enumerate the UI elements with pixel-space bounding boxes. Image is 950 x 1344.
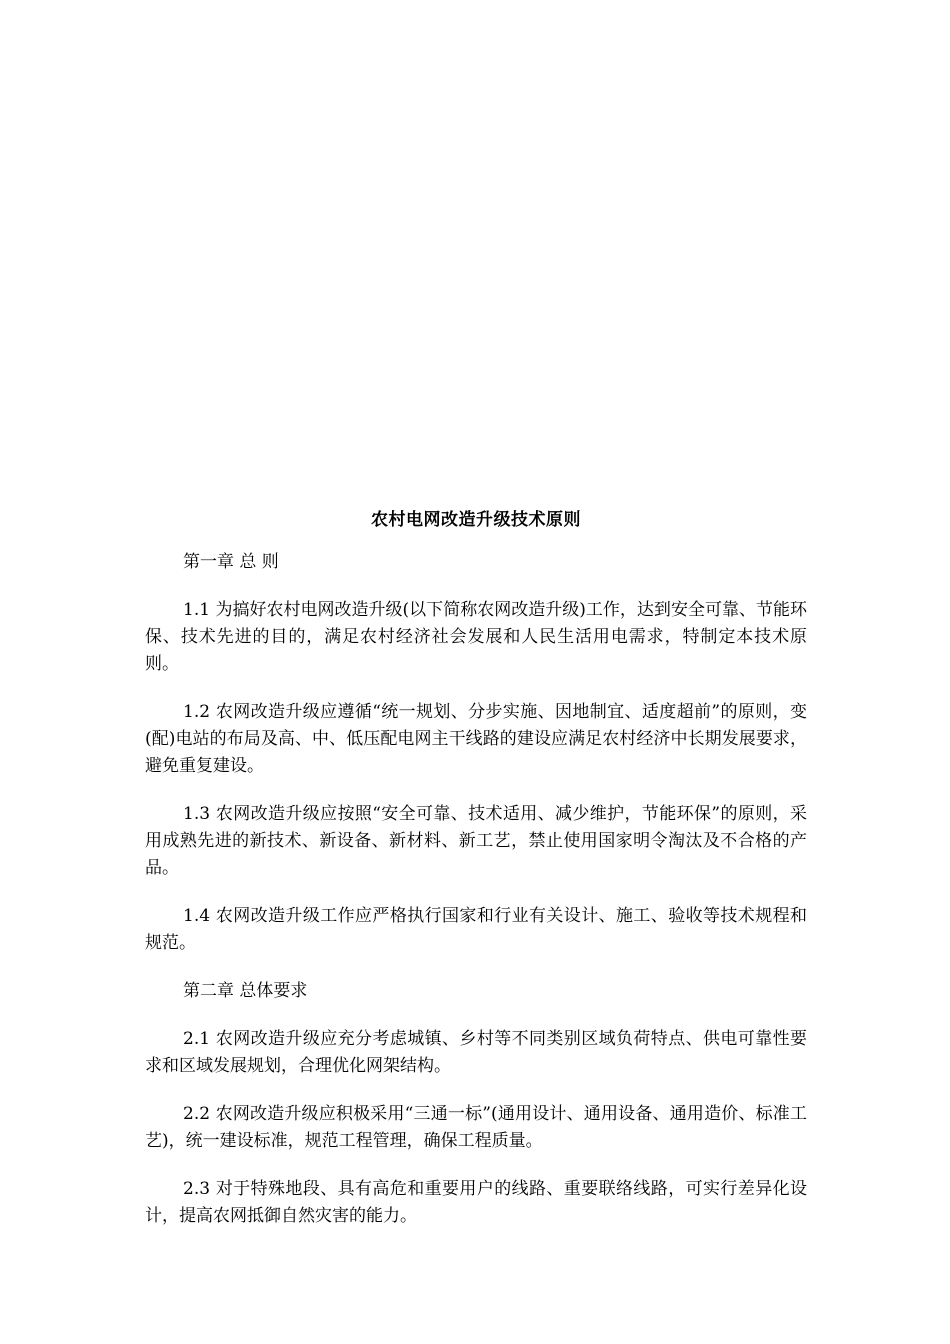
paragraph-1-4: 1.4 农网改造升级工作应严格执行国家和行业有关设计、施工、验收等技术规程和规范。 (145, 906, 807, 953)
paragraph-2-3: 2.3 对于特殊地段、具有高危和重要用户的线路、重要联络线路，可实行差异化设计，提高农网抵御自然灾害的能力。 (145, 1179, 807, 1226)
paragraph-1-1: 1.1 为搞好农村电网改造升级(以下简称农网改造升级)工作，达到安全可靠、节能环保、技术先进的目的，满足农村经济社会发展和人民生活用电需求，特制定本技术原则。 (145, 600, 807, 674)
paragraph-2-2: 2.2 农网改造升级应积极采用“三通一标”(通用设计、通用设备、通用造价、标准工艺)，统一建设标准，规范工程管理，确保工程质量。 (145, 1104, 807, 1151)
paragraph-2-1: 2.1 农网改造升级应充分考虑城镇、乡村等不同类别区域负荷特点、供电可靠性要求和区域发展规划，合理优化网架结构。 (145, 1029, 807, 1076)
chapter-2-heading: 第二章 总体要求 (183, 981, 308, 1001)
document-title: 农村电网改造升级技术原则 (371, 510, 581, 530)
document-page (145, 505, 807, 1251)
chapter-1-heading: 第一章 总 则 (183, 552, 279, 572)
paragraph-1-3: 1.3 农网改造升级应按照“安全可靠、技术适用、减少维护，节能环保”的原则，采用成熟先进的新技术、新设备、新材料、新工艺，禁止使用国家明令淘汰及不合格的产品。 (145, 804, 807, 878)
paragraph-1-2: 1.2 农网改造升级应遵循“统一规划、分步实施、因地制宜、适度超前”的原则，变(配)电站的布局及高、中、低压配电网主干线路的建设应满足农村经济中长期发展要求，避免重复建设。 (145, 702, 807, 776)
